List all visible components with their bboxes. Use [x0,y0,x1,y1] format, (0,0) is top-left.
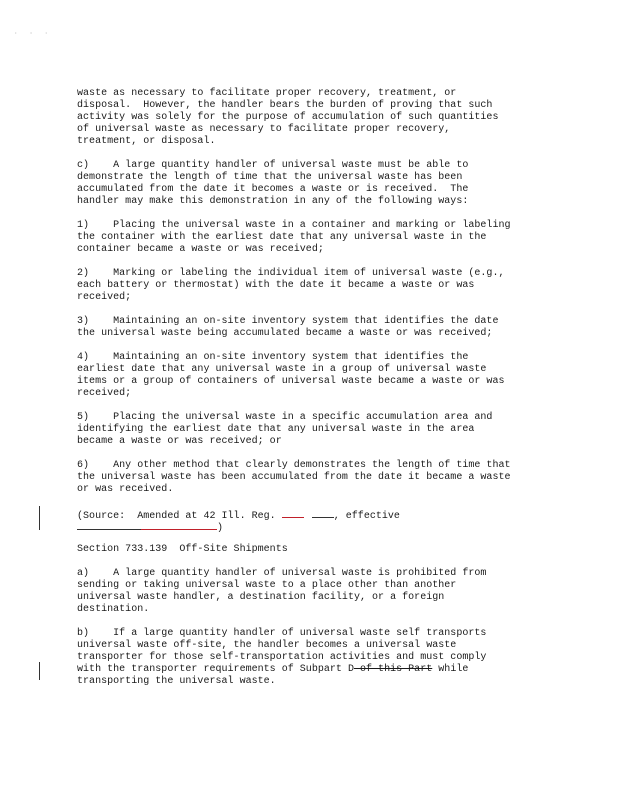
item-4-line: 4) Maintaining an on-site inventory system that identifies the [77,352,469,363]
paragraph-c-line: c) A large quantity handler of universal waste must be able to [77,160,469,171]
text-line: earliest date that any universal waste in a group of universal waste [77,364,487,375]
amended-line [77,664,468,676]
text-line: each battery or thermostat) with the date it became a waste or was [77,280,475,291]
item-1-line: 1) Placing the universal waste in a container and marking or labeling [77,220,511,231]
text-line: disposal. However, the handler bears the burden of proving that such [77,100,493,111]
effective-date-blank-red [141,520,217,530]
text-line: demonstrate the length of time that the universal waste has been [77,172,463,183]
text-line: destination. [77,604,150,615]
text-line: transporter for those self-transportation activities and must comply [77,652,487,663]
text-line: of universal waste as necessary to facilitate proper recovery, [77,124,451,135]
source-note-effective: , effective [333,511,400,522]
text-line: the universal waste has been accumulated from the date it became a waste [77,472,511,483]
text-line: waste as necessary to facilitate proper recovery, treatment, or [77,88,457,99]
text-line: universal waste off-site, the handler becomes a universal waste [77,640,457,651]
deleted-text: of this Part [353,664,433,675]
text-line: handler may make this demonstration in any of the following ways: [77,196,469,207]
item-2-line: 2) Marking or labeling the individual item of universal waste (e.g., [77,268,505,279]
text-line: became a waste or was received; or [77,436,282,447]
amended-text-end: while [432,664,469,675]
source-note-text: (Source: Amended at 42 Ill. Reg. [77,511,282,522]
subsection-b-line: b) If a large quantity handler of universal waste self transports [77,628,487,639]
text-line: activity was solely for the purpose of accumulation of such quantities [77,112,499,123]
text-line: treatment, or disposal. [77,136,216,147]
amended-text: with the transporter requirements of Subpart D [77,664,354,675]
revision-bar [39,506,40,530]
effective-date-blank [77,520,141,530]
text-line: sending or taking universal waste to a place other than another [77,580,457,591]
register-volume-blank [282,508,304,518]
source-note-close: ) [217,523,224,534]
text-line: transporting the universal waste. [77,676,276,687]
section-heading: Section 733.139 Off-Site Shipments [77,544,288,555]
source-note-date-line [77,520,223,535]
text-line: received; [77,388,132,399]
item-6-line: 6) Any other method that clearly demonstrates the length of time that [77,460,511,471]
item-3-line: 3) Maintaining an on-site inventory system that identifies the date [77,316,499,327]
text-line: container became a waste or was received; [77,244,324,255]
scan-artifact: · · · [14,30,53,37]
text-line: received; [77,292,132,303]
text-line: the container with the earliest date that any universal waste in the [77,232,487,243]
text-line: universal waste handler, a destination facility, or a foreign [77,592,445,603]
text-line: accumulated from the date it becomes a waste or is received. The [77,184,469,195]
revision-bar [39,662,40,680]
item-5-line: 5) Placing the universal waste in a specific accumulation area and [77,412,493,423]
register-page-blank [312,508,334,518]
text-line: items or a group of containers of universal waste became a waste or was [77,376,505,387]
subsection-a-line: a) A large quantity handler of universal waste is prohibited from [77,568,487,579]
text-line: the universal waste being accumulated became a waste or was received; [77,328,493,339]
text-line: identifying the earliest date that any universal waste in the area [77,424,475,435]
text-line: or was received. [77,484,174,495]
